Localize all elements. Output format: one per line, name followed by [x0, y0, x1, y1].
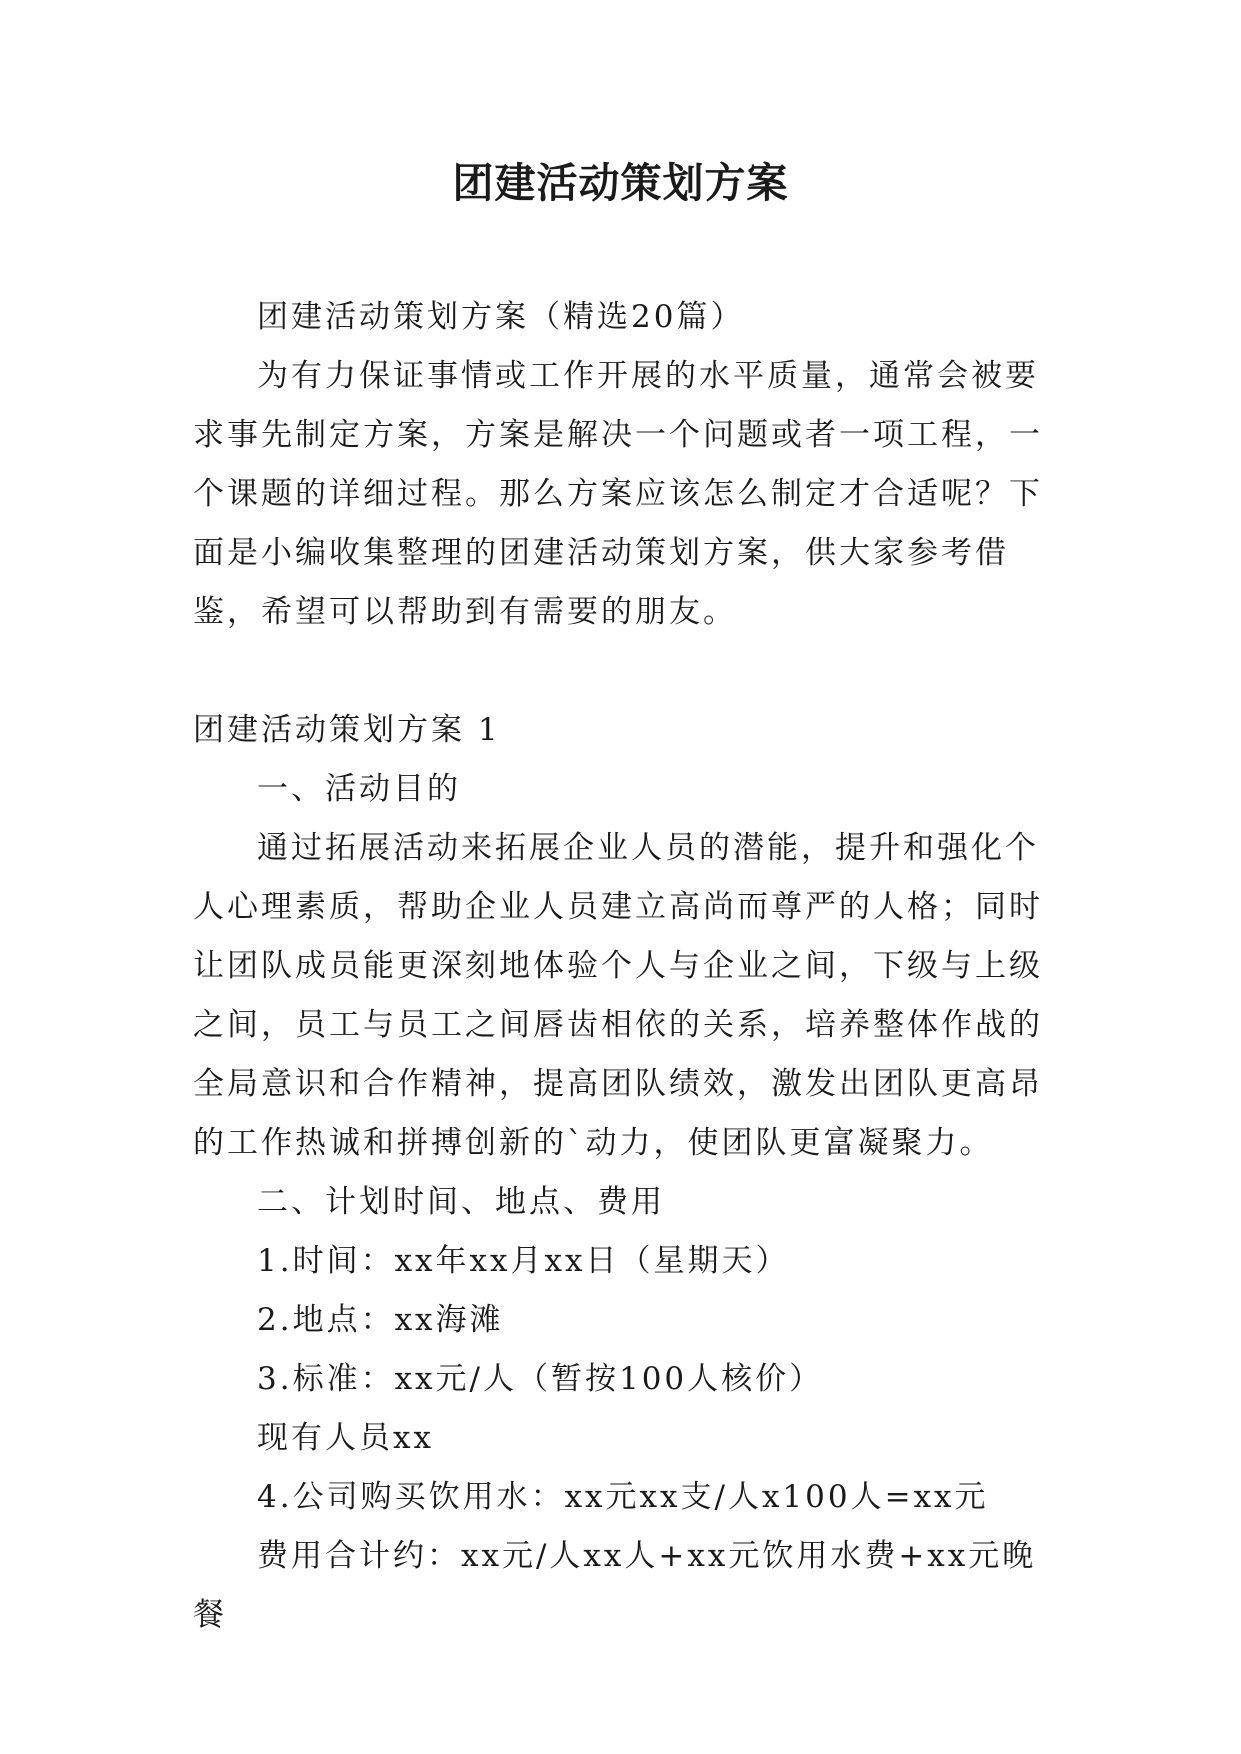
subsection-heading-plan: 二、计划时间、地点、费用 — [257, 1184, 665, 1220]
list-item-staff: 现有人员xx — [257, 1420, 434, 1456]
list-item-total: 费用合计约：xx元/人xx人+xx元饮用水费+xx元晚餐 — [193, 1538, 1037, 1633]
document-title: 团建活动策划方案 — [452, 159, 789, 207]
paragraph-purpose: 通过拓展活动来拓展企业人员的潜能，提升和强化个人心理素质，帮助企业人员建立高尚而尊严的人格；同时让团队成员能更深刻地体验个人与企业之间，下级与上级之间，员工与员工之间唇齿相依的关系，培养整体作战的全局意识和合作精神，提高团队绩效，激发出团队更高昂的工作热诚和拼搏创新的`动力，使团队更富凝聚力。 — [193, 830, 1043, 1161]
list-item-location: 2.地点：xx海滩 — [257, 1302, 504, 1338]
paragraph-subtitle: 团建活动策划方案（精选20篇） — [257, 299, 745, 335]
list-item-standard: 3.标准：xx元/人（暂按100人核价） — [257, 1361, 824, 1397]
paragraph-intro: 为有力保证事情或工作开展的水平质量，通常会被要求事先制定方案，方案是解决一个问题或者一项工程，一个课题的详细过程。那么方案应该怎么制定才合适呢？下面是小编收集整理的团建活动策划方案，供大家参考借鉴，希望可以帮助到有需要的朋友。 — [193, 358, 1043, 630]
list-item-water: 4.公司购买饮用水：xx元xx支/人x100人=xx元 — [257, 1479, 989, 1515]
document-body — [193, 288, 1055, 1645]
list-item-time: 1.时间：xx年xx月xx日（星期天） — [257, 1243, 790, 1279]
subsection-heading-purpose: 一、活动目的 — [257, 771, 461, 807]
section-heading: 团建活动策划方案 1 — [193, 712, 501, 748]
